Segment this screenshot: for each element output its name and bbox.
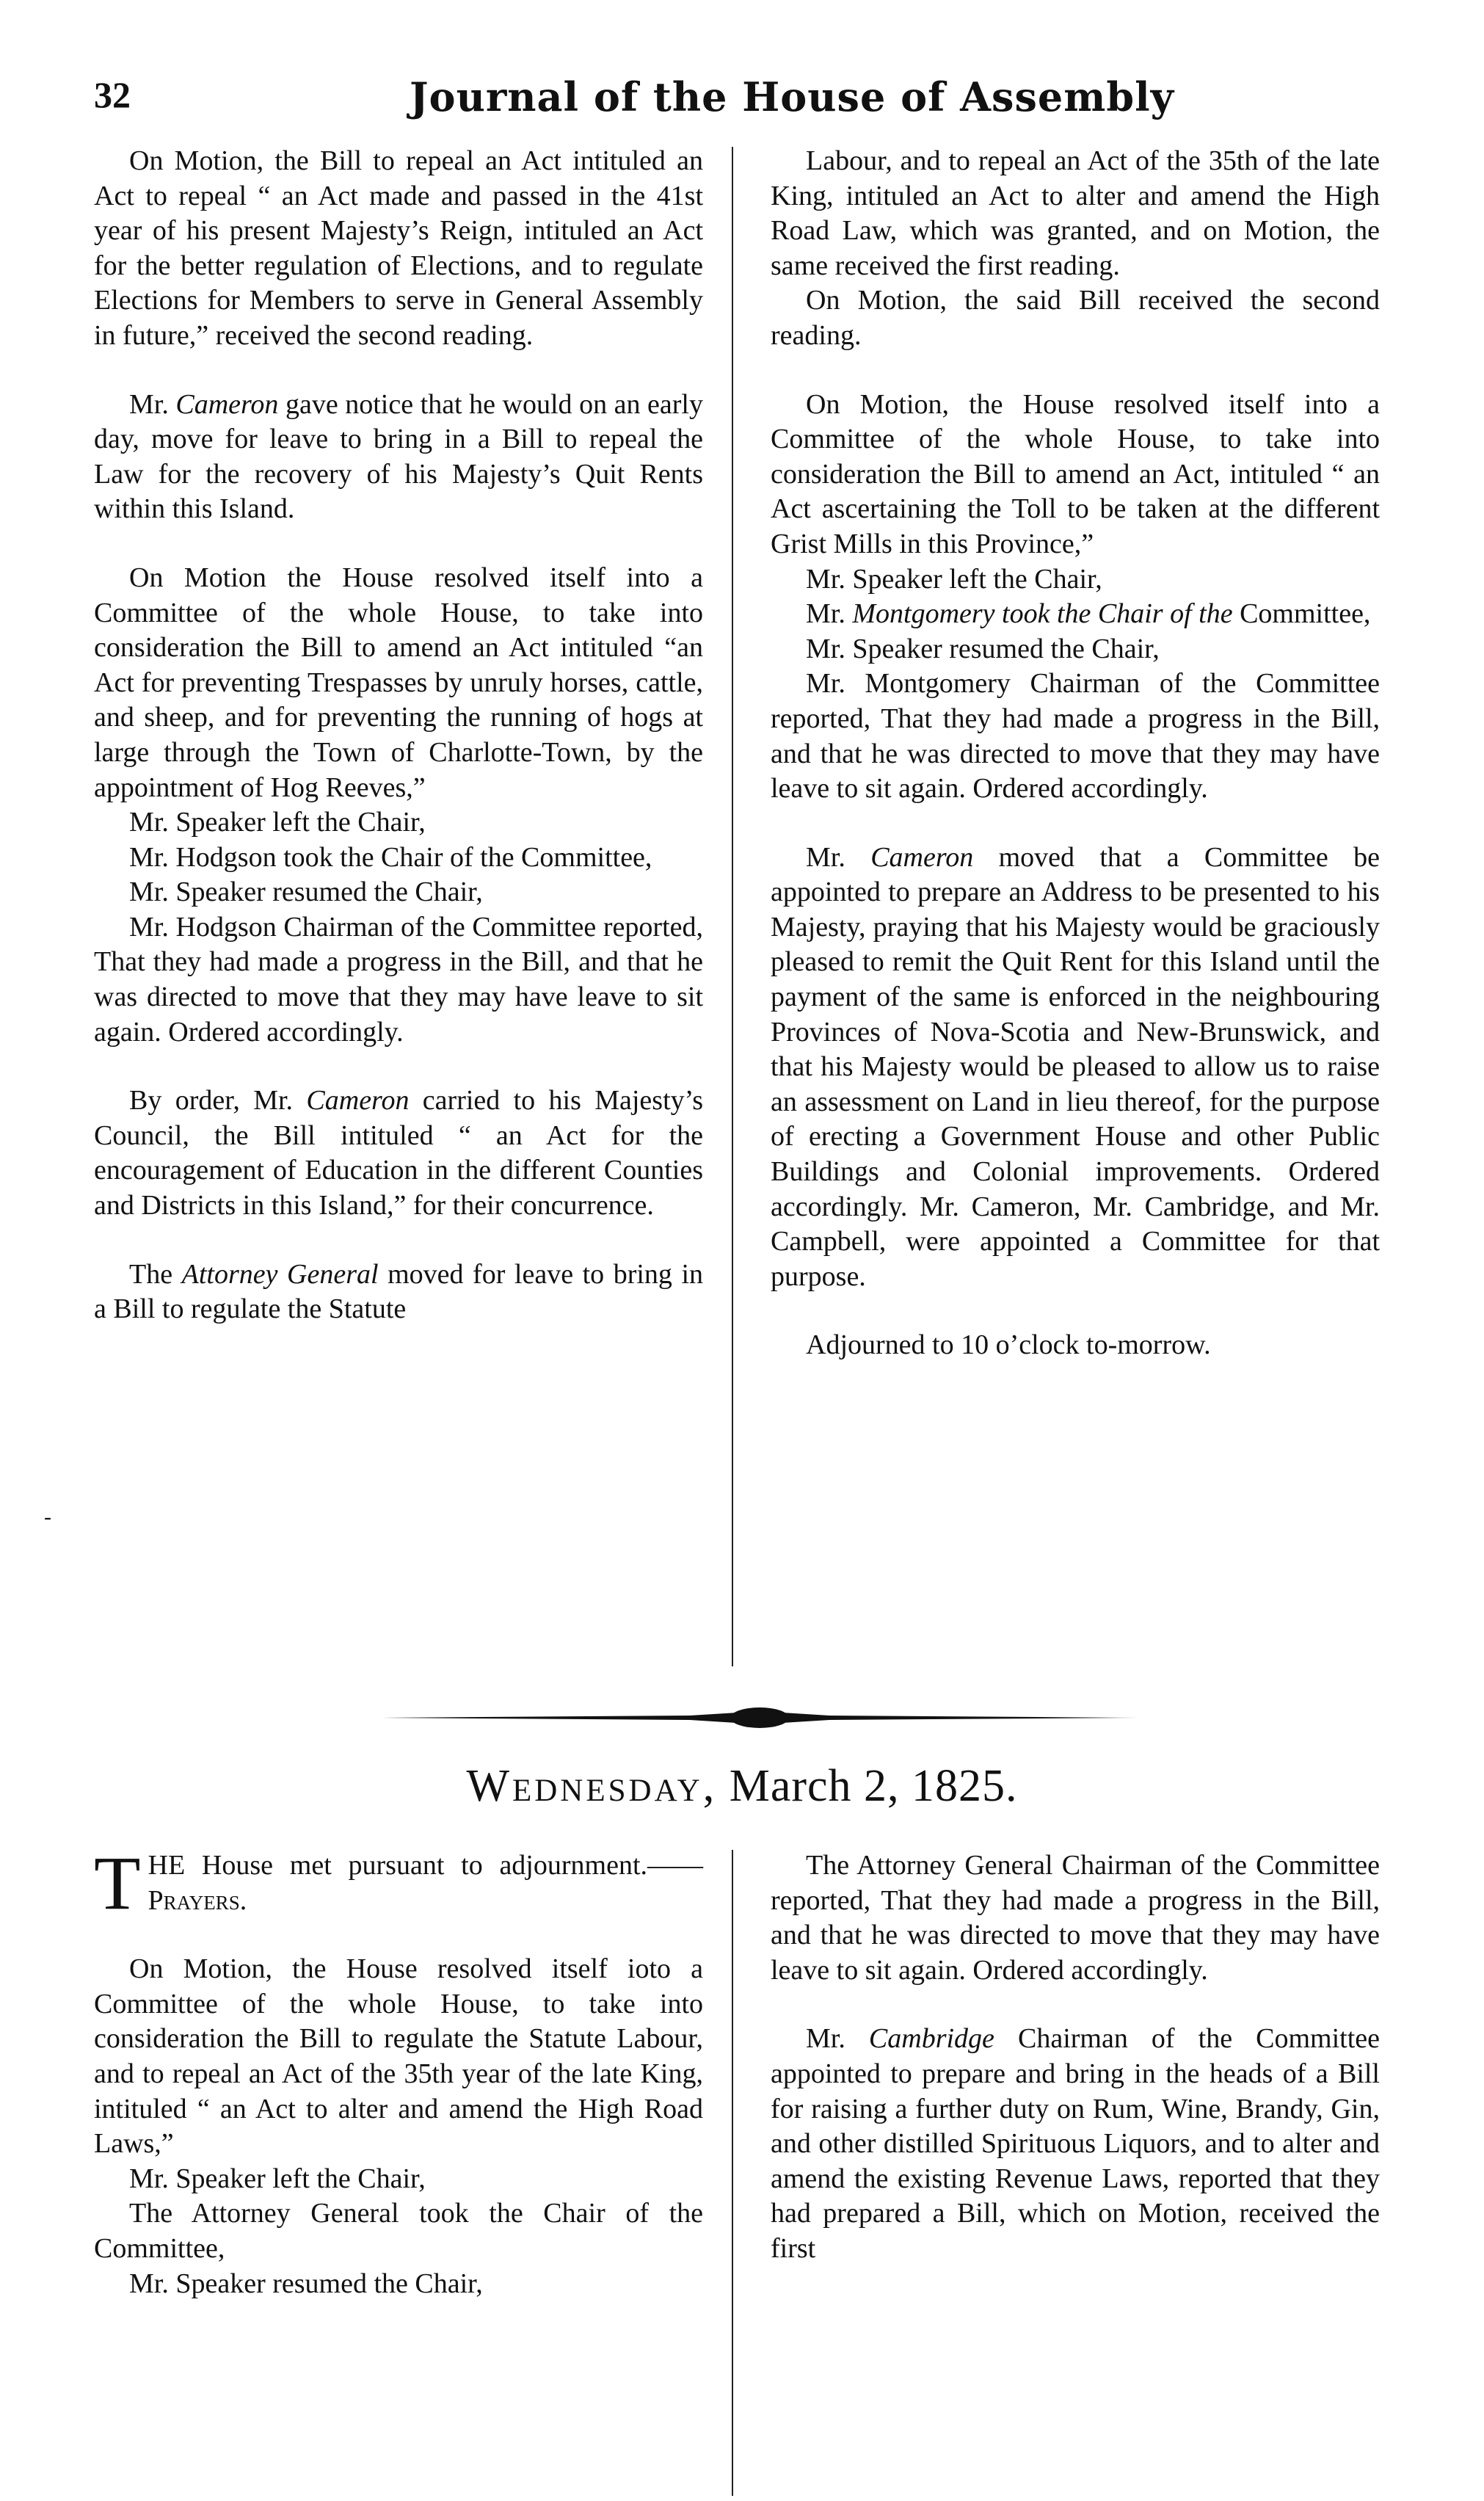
weekday: Wednesday, — [466, 1761, 718, 1811]
paragraph: By order, Mr. Cameron carried to his Majesty’s Council, the Bill intituled “ an Act for the encouragement of Education in the different Counties and Districts in this Island,” for their concurrence. — [94, 1085, 703, 1222]
paragraph: The Attorney General Chairman of the Committee reported, That they had made a progress in the Bill, and that he was directed to move that they may have leave to sit again. Ordered accordingly. — [771, 1850, 1380, 1986]
opening-paragraph: THE House met pursuant to adjournment.——Prayers. — [94, 1841, 703, 1925]
adjournment: Adjourned to 10 o’clock to-morrow. — [806, 1329, 1211, 1361]
paragraph: Mr. Hodgson Chairman of the Committee reported, That they had made a progress in the Bill, and that he was directed to move that they may have leave to sit again. Ordered accordingly. — [94, 911, 703, 1048]
paragraph: On Motion, the House resolved itself ioto a Committee of the whole House, to take into consideration the Bill to regulate the Statute Labour, and to repeal an Act of the 35th year of the late King, intituled “ an Act to alter and amend the High Road Laws,” — [94, 1953, 703, 2160]
paragraph: Labour, and to repeal an Act of the 35th of the late King, intituled an Act to alter and amend the High Road Law, which was granted, and on Motion, the same received the first reading. — [771, 145, 1380, 281]
paragraph: Mr. Cameron moved that a Committee be appointed to prepare an Address to be presented to his Majesty, praying that his Majesty would be graciously pleased to remit the Quit Rent for this Island until the payment of the same is enforced in the neighbouring Provinces of Nova-Scotia and New-Brunswick, and that his Majesty would be pleased to allow us to raise an assessment on Land in lieu thereof, for the purpose of erecting a Government House and other Public Buildings and Colonial improvements. Ordered accordingly. Mr. Cameron, Mr. Cambridge, and Mr. Campbell, were appointed a Committee for that purpose. — [771, 841, 1380, 1292]
column-rule-lower — [732, 1850, 733, 2496]
lower-left-column — [94, 1841, 703, 2301]
paragraph: Mr. Montgomery took the Chair of the Committee, — [806, 598, 1371, 630]
margin-mark: - — [44, 1505, 51, 1529]
paragraph: Mr. Speaker resumed the Chair, — [129, 876, 483, 908]
paragraph: On Motion, the said Bill received the second reading. — [771, 285, 1380, 351]
date: March 2, 1825. — [729, 1761, 1018, 1811]
paragraph: Mr. Speaker left the Chair, — [129, 2163, 426, 2194]
paragraph: Mr. Cameron gave notice that he would on an early day, move for leave to bring in a Bill to repeal the Law for the recovery of his Majesty’s Quit Rents within this Island. — [94, 388, 703, 525]
prayers: Prayers. — [148, 1884, 247, 1916]
paragraph: Mr. Speaker left the Chair, — [129, 807, 426, 838]
running-title: Journal of the House of Assembly — [410, 73, 1174, 120]
column-rule-upper — [732, 147, 733, 1666]
paragraph: On Motion, the Bill to repeal an Act intituled an Act to repeal “ an Act made and passed in the 41st year of his present Majesty’s Reign, intituled an Act for the better regulation of Elections, and to regulate Elections for Members to serve in General Assembly in future,” received the second reading. — [94, 145, 703, 351]
drop-cap: T — [94, 1841, 141, 1925]
paragraph: Mr. Speaker left the Chair, — [806, 563, 1102, 595]
ornamental-divider — [382, 1703, 1138, 1732]
dateline — [0, 1760, 1484, 1812]
upper-left-column — [94, 144, 703, 1327]
paragraph: Mr. Hodgson took the Chair of the Committee, — [129, 841, 652, 873]
lower-right-column — [771, 1848, 1380, 2267]
page-header — [94, 73, 1386, 125]
paragraph: On Motion, the House resolved itself into a Committee of the whole House, to take into consideration the Bill to amend an Act, intituled “ an Act ascertaining the Toll to be taken at the different Grist Mills in this Province,” — [771, 388, 1380, 559]
paragraph: The Attorney General moved for leave to bring in a Bill to regulate the Statute — [94, 1258, 704, 1325]
page-number: 32 — [94, 74, 131, 115]
paragraph: Mr. Montgomery Chairman of the Committee reported, That they had made a progress in the Bill, and that he was directed to move that they may have leave to sit again. Ordered accordingly. — [771, 668, 1380, 805]
paragraph: Mr. Cambridge Chairman of the Committee appointed to prepare and bring in the heads of a Bill for raising a further duty on Rum, Wine, Brandy, Gin, and other distilled Spirituous Liquors, and to alter and amend the existing Revenue Laws, reported that they had prepared a Bill, which on Motion, received the first — [771, 2023, 1380, 2264]
paragraph: Mr. Speaker resumed the Chair, — [129, 2268, 483, 2299]
paragraph: Mr. Speaker resumed the Chair, — [806, 633, 1160, 664]
paragraph: The Attorney General took the Chair of the Committee, — [94, 2198, 703, 2264]
upper-right-column — [771, 144, 1380, 1363]
paragraph: On Motion the House resolved itself into a Committee of the whole House, to take into consideration the Bill to amend an Act intituled “an Act for preventing Trespasses by unruly horses, cattle, and sheep, and for preventing the running of hogs at large through the Town of Charlotte-Town, by the appointment of Hog Reeves,” — [94, 562, 703, 803]
